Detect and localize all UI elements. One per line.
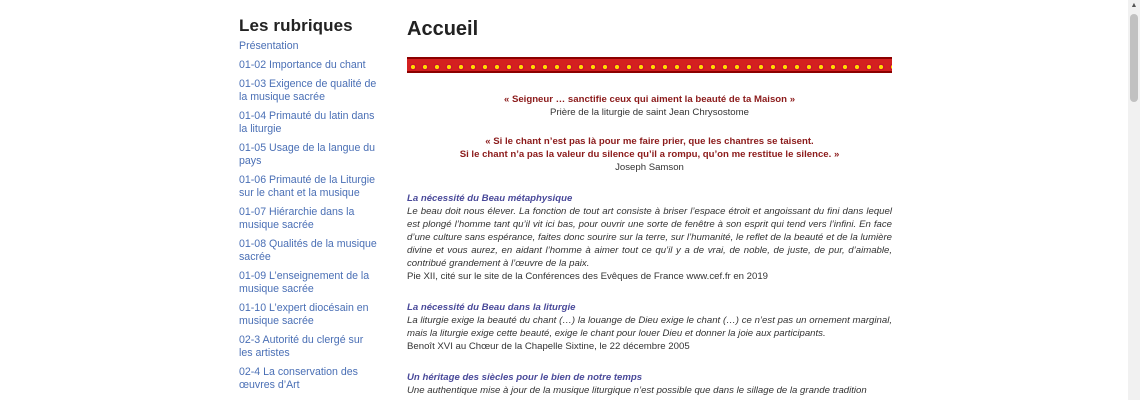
quote-text: « Seigneur … sanctifie ceux qui aiment la beauté de ta Maison » [503,94,796,105]
sidebar-link[interactable]: 01-09 L’enseignement de la musique sacrée [239,270,370,295]
quote-block [407,93,892,119]
sidebar [239,16,379,398]
sidebar-link[interactable]: 01-02 Importance du chant [239,59,366,71]
scrollbar-thumb[interactable] [1130,14,1138,102]
quote-attribution: Prière de la liturgie de saint Jean Chrysostome [550,107,749,118]
section-body: La liturgie exige la beauté du chant (…) la louange de Dieu exige le chant (…) ce n’est pas un ornement marginal, mais la liturgie exige cette beauté, exige le chant pour louer Dieu et donner la joie aux participants. [407,315,892,339]
sidebar-link[interactable]: 01-08 Qualités de la musique sacrée [239,238,377,263]
section-title: La nécessité du Beau métaphysique [407,193,573,204]
section-source: Pie XII, cité sur le site de la Conférences des Evêques de France www.cef.fr en 2019 [407,271,769,282]
section-body: Le beau doit nous élever. La fonction de tout art consiste à briser l’espace étroit et angoissant du fini dans lequel est plongé l’homme tant qu’il vit ici bas, pour ouvrir une sorte de fenêtre à son esprit qui tend vers l’infini. En face d’une culture sans espérance, faites donc sourire sur la terre, sur l’humanité, le reflet de la beauté et de la lumière divine et vous aurez, en aidant l’homme à aimer tout ce qu’il y a de vrai, de noble, de juste, de pur, d’aimable, contribué grandement à l’œuvre de la paix. [407,206,892,269]
decorative-frieze [407,57,892,73]
sidebar-link[interactable]: 01-04 Primauté du latin dans la liturgie [239,110,375,135]
sidebar-link[interactable]: 01-10 L’expert diocésain en musique sacrée [239,302,369,327]
sidebar-title: Les rubriques [239,16,353,35]
sidebar-link[interactable]: 01-06 Primauté de la Liturgie sur le chant et la musique [239,174,376,199]
quote-block [407,135,892,174]
section-title: La nécessité du Beau dans la liturgie [407,302,576,313]
section-source: Benoît XVI au Chœur de la Chapelle Sixtine, le 22 décembre 2005 [407,341,690,352]
sidebar-link[interactable]: 01-05 Usage de la langue du pays [239,142,376,167]
section-body: Une authentique mise à jour de la musique liturgique n’est possible que dans le sillage de la grande tradition [407,385,867,396]
page-title: Accueil [407,18,479,40]
section-title: Un héritage des siècles pour le bien de notre temps [407,372,643,383]
content-section [407,301,892,353]
main-content [407,16,892,397]
sidebar-link[interactable]: 02-3 Autorité du clergé sur les artistes [239,334,364,359]
sidebar-link[interactable]: Présentation [239,40,299,52]
sidebar-link[interactable]: 01-07 Hiérarchie dans la musique sacrée [239,206,355,231]
sidebar-link[interactable]: 02-4 La conservation des œuvres d’Art [239,366,358,391]
scroll-up-arrow-icon[interactable]: ▲ [1130,2,1138,9]
sidebar-nav [239,40,379,392]
quote-text: Si le chant n’a pas la valeur du silence qu’il a rompu, qu’on me restitue le silence. » [459,149,840,160]
quote-text: « Si le chant n’est pas là pour me faire prier, que les chantres se taisent. [485,136,814,147]
sidebar-link[interactable]: 01-03 Exigence de qualité de la musique sacrée [239,78,377,103]
content-section [407,371,892,397]
content-section [407,192,892,283]
vertical-scrollbar[interactable] [1128,0,1140,400]
quote-attribution: Joseph Samson [615,162,684,173]
